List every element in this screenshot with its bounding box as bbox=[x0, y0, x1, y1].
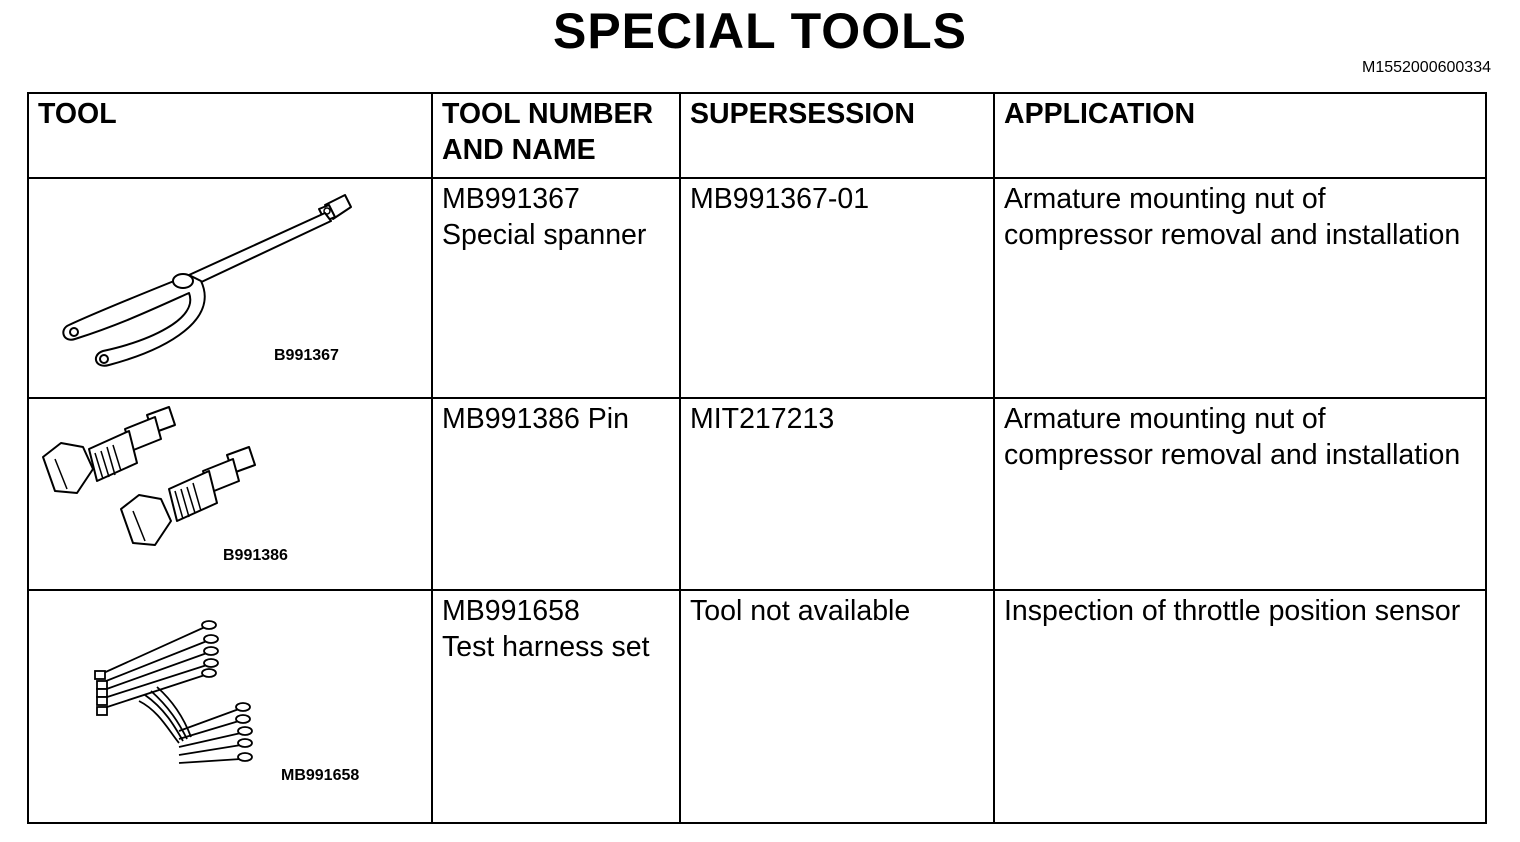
column-header-tool-number: TOOL NUMBER AND NAME bbox=[432, 93, 680, 178]
table-row bbox=[28, 590, 1486, 823]
special-tools-table bbox=[27, 92, 1487, 824]
tool-number-cell bbox=[432, 398, 680, 590]
tool-illustration-cell bbox=[28, 178, 432, 398]
tool-number-cell bbox=[432, 590, 680, 823]
supersession-cell: MB991367-01 bbox=[680, 178, 994, 398]
table-header-row bbox=[28, 93, 1486, 178]
tool-name: Test harness set bbox=[442, 631, 650, 663]
document-id: M1552000600334 bbox=[1361, 59, 1491, 76]
tool-number: MB991658 bbox=[442, 595, 580, 627]
tool-illustration-cell bbox=[28, 398, 432, 590]
supersession-cell: Tool not available bbox=[680, 590, 994, 823]
tool-number: MB991386 Pin bbox=[442, 403, 629, 435]
table-row bbox=[28, 398, 1486, 590]
table-row bbox=[28, 178, 1486, 398]
tool-code-label: B991386 bbox=[223, 547, 288, 564]
tool-illustration-cell bbox=[28, 590, 432, 823]
column-header-supersession: SUPERSESSION bbox=[680, 93, 994, 178]
special-spanner-icon bbox=[29, 179, 429, 393]
tool-name: Special spanner bbox=[442, 219, 647, 251]
application-cell: Armature mounting nut of compressor removal and installation bbox=[994, 398, 1486, 590]
supersession-cell: MIT217213 bbox=[680, 398, 994, 590]
page-title: SPECIAL TOOLS bbox=[552, 3, 967, 59]
tool-number: MB991367 bbox=[442, 183, 580, 215]
tool-code-label: B991367 bbox=[274, 347, 339, 364]
tool-number-cell bbox=[432, 178, 680, 398]
column-header-tool: TOOL bbox=[28, 93, 432, 178]
application-cell: Inspection of throttle position sensor bbox=[994, 590, 1486, 823]
tool-code-label: MB991658 bbox=[281, 767, 360, 784]
application-cell: Armature mounting nut of compressor removal and installation bbox=[994, 178, 1486, 398]
column-header-application: APPLICATION bbox=[994, 93, 1486, 178]
test-harness-icon bbox=[29, 591, 429, 818]
